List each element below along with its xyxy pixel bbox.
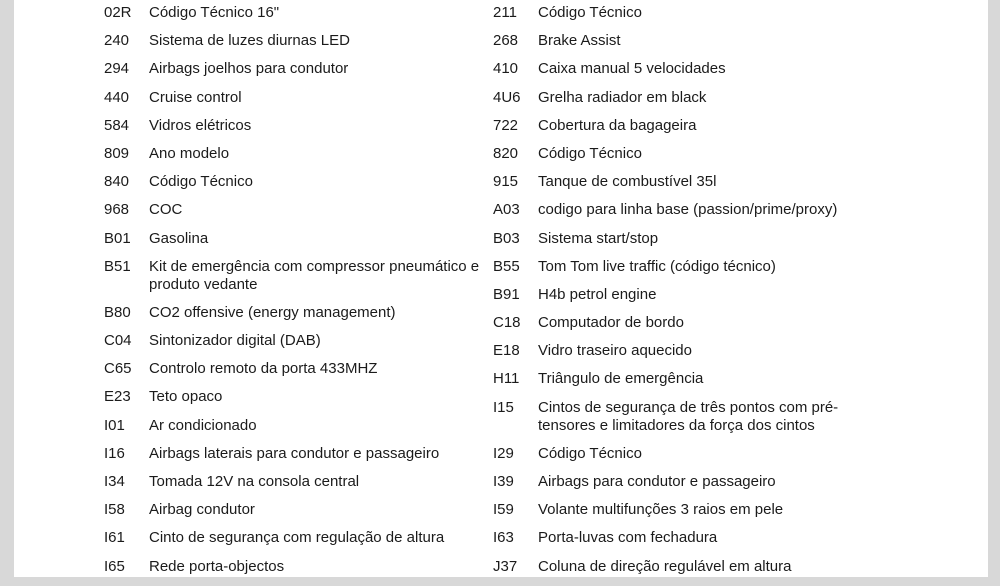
- option-row: [104, 4, 484, 22]
- option-code: I65: [104, 557, 125, 575]
- option-row: [104, 304, 484, 322]
- option-row: [493, 286, 863, 304]
- option-description: Cruise control: [149, 88, 242, 106]
- option-description: Caixa manual 5 velocidades: [538, 60, 726, 78]
- option-description: Coluna de direção regulável em altura: [538, 557, 792, 575]
- option-code: I39: [493, 473, 514, 490]
- option-code: I15: [493, 398, 514, 416]
- option-code: I16: [104, 444, 125, 462]
- option-description: Airbags laterais para condutor e passageiro: [149, 444, 440, 462]
- option-description: Triângulo de emergência: [538, 370, 704, 388]
- option-description: Código Técnico: [149, 173, 253, 191]
- option-code: 4U6: [493, 88, 521, 106]
- option-code: I01: [104, 416, 125, 434]
- option-code: B01: [104, 229, 131, 247]
- option-row: [493, 558, 863, 576]
- option-description: codigo para linha base (passion/prime/proxy): [538, 201, 838, 219]
- option-code: 410: [493, 60, 519, 78]
- document-page: [14, 0, 988, 577]
- option-code: J37: [493, 557, 518, 575]
- option-row: [493, 60, 863, 78]
- option-code: I29: [493, 444, 514, 462]
- right-column: [493, 4, 863, 586]
- option-description: Sintonizador digital (DAB): [149, 332, 321, 350]
- option-code: 584: [104, 116, 130, 134]
- option-code: I61: [104, 529, 125, 547]
- option-code: 915: [493, 173, 519, 191]
- option-row: [493, 89, 863, 107]
- option-description: Grelha radiador em black: [538, 88, 707, 106]
- option-description: H4b petrol engine: [538, 285, 657, 303]
- option-row: [493, 258, 863, 276]
- option-row: [104, 173, 484, 191]
- option-description: Brake Assist: [538, 32, 621, 50]
- option-row: [104, 201, 484, 219]
- option-code: C18: [493, 314, 521, 332]
- option-code: E23: [104, 388, 131, 406]
- option-description: Airbags joelhos para condutor: [149, 60, 349, 78]
- option-code: B91: [493, 285, 520, 303]
- option-description: Volante multifunções 3 raios em pele: [538, 501, 784, 519]
- option-row: [104, 360, 484, 378]
- option-row: [104, 445, 484, 463]
- option-row: [493, 501, 863, 519]
- option-description: Tanque de combustível 35l: [538, 173, 717, 191]
- option-row: [493, 314, 863, 332]
- option-code: 968: [104, 201, 130, 219]
- option-row: [493, 473, 863, 491]
- option-row: [104, 529, 484, 547]
- option-code: 294: [104, 60, 130, 78]
- option-description: CO2 offensive (energy management): [149, 303, 396, 321]
- option-row: [104, 258, 484, 294]
- option-code: E18: [493, 342, 520, 360]
- option-description: Tom Tom live traffic (código técnico): [538, 257, 776, 275]
- option-code: 240: [104, 32, 130, 50]
- option-description: Cintos de segurança de três pontos com pré-tensores e limitadores da força dos cintos: [538, 398, 839, 434]
- option-row: [493, 32, 863, 50]
- option-description: Kit de emergência com compressor pneumático e produto vedante: [149, 257, 480, 293]
- option-description: Cobertura da bagageira: [538, 116, 697, 134]
- option-description: Tomada 12V na consola central: [149, 473, 360, 490]
- option-description: Vidro traseiro aquecido: [538, 342, 692, 360]
- option-code: B80: [104, 303, 131, 321]
- option-description: Sistema de luzes diurnas LED: [149, 32, 350, 50]
- option-row: [493, 173, 863, 191]
- option-description: COC: [149, 201, 183, 219]
- option-code: A03: [493, 201, 520, 219]
- option-row: [493, 399, 863, 435]
- option-code: 268: [493, 32, 519, 50]
- option-description: Controlo remoto da porta 433MHZ: [149, 360, 378, 378]
- left-column: [104, 4, 484, 586]
- option-description: Sistema start/stop: [538, 229, 659, 247]
- option-description: Airbag condutor: [149, 501, 255, 519]
- option-row: [493, 230, 863, 248]
- option-description: Teto opaco: [149, 388, 223, 406]
- option-code: 809: [104, 144, 130, 162]
- option-row: [493, 201, 863, 219]
- option-code: H11: [493, 370, 520, 388]
- option-row: [104, 117, 484, 135]
- option-row: [104, 89, 484, 107]
- option-description: Código Técnico: [538, 4, 642, 21]
- option-code: C65: [104, 360, 132, 378]
- option-row: [104, 473, 484, 491]
- option-description: Vidros elétricos: [149, 116, 252, 134]
- option-code: B03: [493, 229, 520, 247]
- option-code: I58: [104, 501, 125, 519]
- option-row: [104, 145, 484, 163]
- option-code: 440: [104, 88, 130, 106]
- option-row: [493, 342, 863, 360]
- option-code: I63: [493, 529, 514, 547]
- option-row: [493, 370, 863, 388]
- option-description: Código Técnico 16": [149, 4, 280, 21]
- option-description: Gasolina: [149, 229, 209, 247]
- option-row: [104, 230, 484, 248]
- option-code: 722: [493, 116, 519, 134]
- option-description: Código Técnico: [538, 144, 642, 162]
- option-row: [493, 529, 863, 547]
- option-row: [104, 60, 484, 78]
- option-code: B51: [104, 257, 131, 275]
- option-description: Ar condicionado: [149, 416, 257, 434]
- option-description: Código Técnico: [538, 444, 642, 462]
- option-row: [493, 445, 863, 463]
- option-row: [104, 501, 484, 519]
- option-code: C04: [104, 332, 132, 350]
- option-description: Computador de bordo: [538, 314, 684, 332]
- option-row: [104, 32, 484, 50]
- option-code: I59: [493, 501, 514, 519]
- option-code: I34: [104, 473, 125, 490]
- option-row: [493, 117, 863, 135]
- option-description: Cinto de segurança com regulação de altura: [149, 529, 445, 547]
- option-description: Rede porta-objectos: [149, 557, 285, 575]
- option-code: 02R: [104, 4, 132, 21]
- option-code: 211: [493, 4, 517, 21]
- option-description: Airbags para condutor e passageiro: [538, 473, 776, 490]
- option-row: [104, 388, 484, 406]
- option-row: [104, 558, 484, 576]
- option-description: Ano modelo: [149, 144, 230, 162]
- option-row: [493, 4, 863, 22]
- option-row: [493, 145, 863, 163]
- option-row: [104, 332, 484, 350]
- option-row: [104, 417, 484, 435]
- option-description: Porta-luvas com fechadura: [538, 529, 718, 547]
- option-code: B55: [493, 257, 520, 275]
- option-code: 820: [493, 144, 519, 162]
- option-code: 840: [104, 173, 130, 191]
